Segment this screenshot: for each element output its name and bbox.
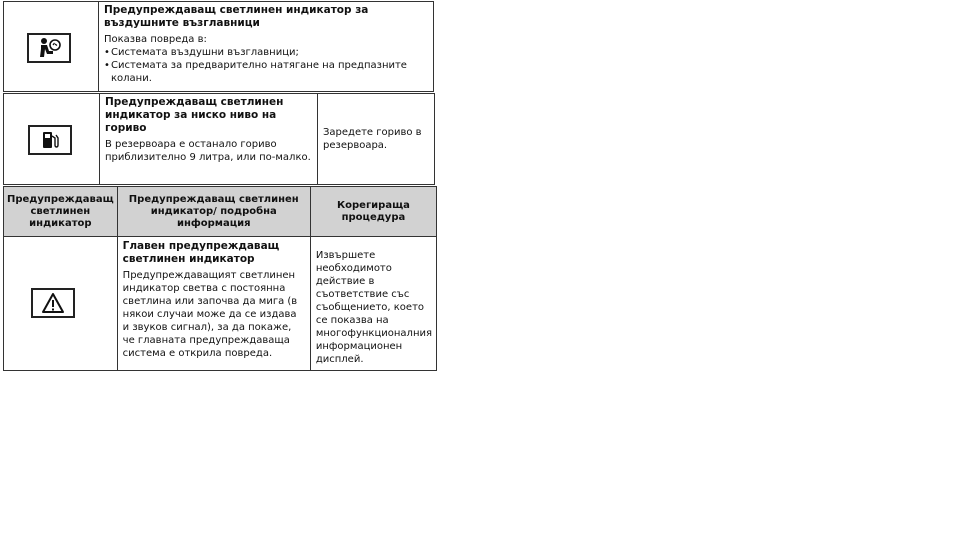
airbag-title: Предупреждаващ светлинен индикатор за въздушните възглавници	[104, 4, 369, 29]
fuel-pump-icon	[28, 125, 72, 155]
table-header-row	[4, 187, 437, 237]
airbag-icon-cell	[4, 2, 99, 92]
master-description: Предупреждаващият светлинен индикатор светва с постоянна светлина или започва да мига (в някои случаи може да се издава и звуков сигнал), за да покаже, че главната предупреждаваща система е открила повреда.	[122, 270, 298, 359]
table-row	[4, 237, 437, 371]
master-warning-triangle-icon	[31, 288, 75, 318]
airbag-list-item: • Системата въздушни възглавници;	[104, 46, 429, 59]
fuel-action: Заредете гориво в резервоара.	[323, 127, 422, 151]
fuel-title: Предупреждаващ светлинен индикатор за ниско ниво на гориво	[105, 96, 284, 134]
airbag-info-cell	[99, 2, 434, 92]
master-action-cell	[310, 237, 436, 371]
airbag-intro: Показва повреда в:	[104, 34, 207, 45]
master-warning-table	[3, 186, 437, 371]
airbag-warning-icon	[27, 33, 71, 63]
master-info-cell	[117, 237, 310, 371]
fuel-indicator-table	[3, 93, 435, 185]
airbag-list-item: • Системата за предварително натягане на предпазните колани.	[104, 59, 429, 85]
master-icon-cell	[4, 237, 118, 371]
fuel-info-cell	[100, 94, 318, 185]
airbag-list	[104, 46, 429, 85]
fuel-icon-cell	[4, 94, 100, 185]
airbag-indicator-table	[3, 1, 434, 92]
header-procedure: Корегираща процедура	[310, 187, 436, 237]
master-action: Извършете необходимото действие в съответствие със съобщението, което се показва на многофункционалния информационен дисплей.	[315, 250, 432, 365]
header-details: Предупреждаващ светлинен индикатор/ подробна информация	[117, 187, 310, 237]
header-indicator: Предупреждаващ светлинен индикатор	[4, 187, 118, 237]
fuel-action-cell	[318, 94, 435, 185]
fuel-description: В резервоара е останало гориво приблизително 9 литра, или по-малко.	[105, 139, 311, 163]
master-title: Главен предупреждаващ светлинен индикатор	[122, 240, 280, 265]
